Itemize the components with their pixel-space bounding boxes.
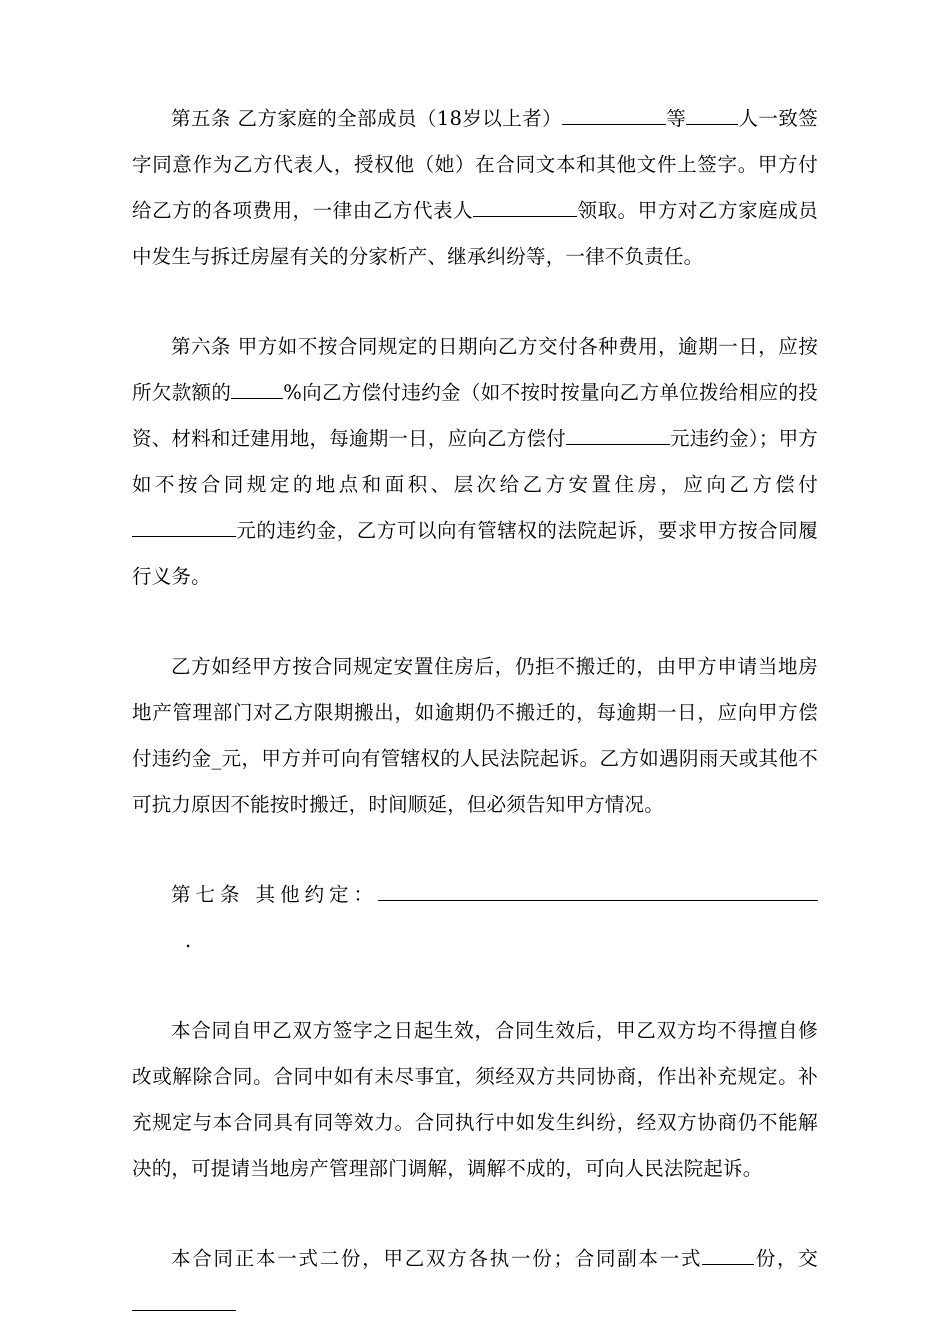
clause-5-text-part-3: 人一致签字同意作为乙方代表人，授权他（她）在合同文本和其他文件上签字。甲方付给乙方的各项费用，一律由乙方代表人	[132, 107, 818, 222]
clause-6-blank-penalty-amount-1[interactable]	[566, 425, 670, 446]
clause-5-text-part-2: 等	[666, 107, 687, 130]
clause-6-paragraph	[132, 324, 818, 600]
clause-6-text-part-2: %向乙方偿付违约金（如不按时按量向乙方单位拨给相应的投资、材料和迁建用地，每逾期一日，应向乙方偿付	[132, 381, 818, 450]
clause-7-blank-other-terms[interactable]	[378, 881, 818, 902]
document-body	[132, 96, 818, 1328]
clause-7-text-part-1: 第七条 其他约定：	[171, 883, 378, 906]
clause-7-paragraph	[132, 872, 818, 964]
copies-paragraph	[132, 1236, 818, 1328]
clause-6-text-part-3: 元违约金）；甲方如不按合同规定的地点和面积、层次给乙方安置住房，应向乙方偿付	[132, 427, 818, 496]
copies-text-part-1: 本合同正本一式二份，甲乙双方各执一份；合同副本一式	[171, 1247, 703, 1270]
effect-paragraph: 本合同自甲乙双方签字之日起生效，合同生效后，甲乙双方均不得擅自修改或解除合同。合同中如有未尽事宜，须经双方共同协商，作出补充规定。补充规定与本合同具有同等效力。合同执行中如发生纠纷，经双方协商仍不能解决的，可提请当地房产管理部门调解，调解不成的，可向人民法院起诉。	[132, 1019, 818, 1180]
clause-5-text-part-1: 第五条 乙方家庭的全部成员（18岁以上者）	[171, 107, 563, 130]
clause-5-blank-count[interactable]	[686, 105, 738, 126]
relocation-paragraph: 乙方如经甲方按合同规定安置住房后，仍拒不搬迁的，由甲方申请当地房地产管理部门对乙方限期搬出，如逾期仍不搬迁的，每逾期一日，应向甲方偿付违约金_元，甲方并可向有管辖权的人民法院起诉。乙方如遇阴雨天或其他不可抗力原因不能按时搬迁，时间顺延，但必须告知甲方情况。	[132, 655, 818, 816]
clause-7-period: .	[185, 929, 192, 952]
clause-6-blank-penalty-amount-2[interactable]	[132, 517, 236, 538]
clause-6-blank-percent[interactable]	[231, 379, 283, 400]
clause-5-blank-representative[interactable]	[473, 197, 577, 218]
clause-5-blank-members[interactable]	[562, 105, 666, 126]
clause-6-text-part-1: 第六条 甲方如不按合同规定的日期向乙方交付各种费用，逾期一日，应按所欠款额的	[132, 335, 818, 404]
clause-6-text-part-4: 元的违约金，乙方可以向有管辖权的法院起诉，要求甲方按合同履行义务。	[132, 519, 818, 588]
clause-5-paragraph	[132, 96, 818, 280]
copies-blank-count[interactable]	[702, 1245, 754, 1266]
clause-5-text-part-4: 领取。甲方对乙方家庭成员中发生与拆迁房屋有关的分家析产、继承纠纷等，一律不负责任。	[132, 199, 818, 268]
copies-blank-recipient[interactable]	[132, 1291, 236, 1312]
copies-text-part-2: 份，交	[754, 1247, 818, 1270]
